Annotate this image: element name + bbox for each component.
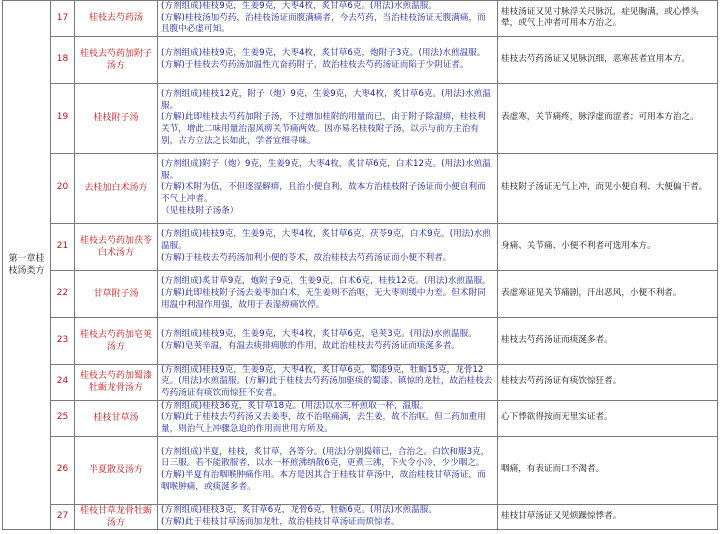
- indication-cell: 桂枝去芍药汤证而痰涎多者。: [498, 317, 718, 364]
- composition-text: (方剂组成)附子（炮）9克，生姜9克，大枣4枚，炙甘草6克，白术12克。(用法)水煎温服。 (方解)术附为伍，不但逐湿解痹，且治小便自利，故本方治桂枝附子汤证而小便自利而不气上冲者。 （见桂枝附子汤条）: [161, 159, 491, 216]
- composition-cell: [158, 317, 498, 364]
- table-row: [3, 436, 718, 504]
- composition-text: (方剂组成)桂枝3克，炙甘草6克，龙骨6克，牡蛎6克。(用法)水煎温服。 (方解)此于桂枝甘草汤而加龙牡，故治桂枝甘草汤证而烦惊者。: [161, 504, 437, 527]
- row-number: 24: [51, 364, 75, 400]
- composition-text: (方剂组成)炙甘草9克，炮附子9克，生姜9克，白术6克，桂枝12克。(用法)水煎温服。 (方解)此即桂枝附子汤去姜枣加白术，无生姜则不治呕，无大枣则缓中力差。但术附同用温中利湿作用强，故用于表湿痹痛饮停。: [161, 276, 491, 310]
- indication-cell: 表虚寒证见关节痛剧，汗出恶风，小便不利者。: [498, 270, 718, 317]
- composition-cell: [158, 436, 498, 504]
- indication-cell: 心下悸欲得按而无里实证者。: [498, 400, 718, 436]
- formula-name: 桂枝去芍药加附子汤方: [75, 36, 158, 83]
- composition-text: (方剂组成)桂枝9克，生姜9克，大枣4枚，炙甘草6克，皂荚3克。(用法)水煎温服。 (方解)皂荚辛温，有温去痰排痈脓的作用，故此治桂枝去芍药汤证而痰涎多者。: [161, 329, 477, 351]
- composition-cell: [158, 504, 498, 529]
- table-row: [3, 317, 718, 364]
- table-row: [3, 504, 718, 529]
- row-number: 18: [51, 36, 75, 83]
- table-row: [3, 270, 718, 317]
- table-row: [3, 364, 718, 400]
- formula-name: 桂枝甘草汤: [75, 400, 158, 436]
- prescription-table: [2, 0, 718, 530]
- composition-text: (方剂组成)桂枝9克，生姜9克，大枣4枚，炙甘草6克，蜀漆9克，牡蛎15克，龙骨12克。(用法)水煎温服。(方解)此于桂枝去芍药汤加驱痰的蜀漆、镇惊的龙牡，故治桂枝去芍药汤证有痰饮而惊狂不安者。: [161, 364, 493, 399]
- indication-cell: 表虚寒，关节痛疼，脉浮虚而涩者；可用本方治之。: [498, 83, 718, 153]
- table-row: [3, 153, 718, 223]
- composition-text: (方剂组成)桂枝12克，附子（炮）9克，生姜9克，大枣4枚，炙甘草6克。(用法)水煎温服。 (方解)此即桂枝去芍药加附子汤，不过增加桂附的用量而已，由于附子除湿痹，桂枝利关节，增此二味用量治湿风痹关节痛两效。因亦易名桂枝附子汤，以示与前方主治有别，古方立法之长如此，学者宜细寻味。: [161, 89, 491, 146]
- table-row: [3, 223, 718, 270]
- formula-name: 甘草附子汤: [75, 270, 158, 317]
- row-number: 25: [51, 400, 75, 436]
- row-number: 22: [51, 270, 75, 317]
- formula-name: 半夏散及汤方: [75, 436, 158, 504]
- formula-name: 桂枝去芍药加蜀漆牡蛎龙骨汤方: [75, 364, 158, 400]
- table-row: [3, 36, 718, 83]
- composition-cell: [158, 270, 498, 317]
- composition-text: (方剂组成)桂枝36克，炙甘草18克。(用法)以水三杯煎取一杯，温服。 (方解)此于桂枝去芍药汤又去姜枣，故不治呕痛满，去生姜，故不治呕。但二药加重用量，则治气上冲骤急迫的作用而世用方所及。: [161, 400, 486, 434]
- row-number: 21: [51, 223, 75, 270]
- row-number: 27: [51, 504, 75, 529]
- indication-cell: 桂枝汤证又见寸脉浮关尺脉沉，症见胸满，或心悸头晕，或气上冲者可用本方治之。: [498, 1, 718, 37]
- table-row: [3, 400, 718, 436]
- indication-cell: 桂枝甘草汤证又见烦躁惊悸者。: [498, 504, 718, 529]
- formula-name: 桂枝去芍药加皂荚汤方: [75, 317, 158, 364]
- indication-cell: 桂枝附子汤证无气上冲，而见小便自利、大便偏干者。: [498, 153, 718, 223]
- formula-name: 去桂加白术汤方: [75, 153, 158, 223]
- table-row: [3, 1, 718, 37]
- row-number: 17: [51, 1, 75, 37]
- composition-cell: [158, 223, 498, 270]
- formula-name: 桂枝去芍药汤: [75, 1, 158, 37]
- indication-cell: 桂枝去芍药汤证又见脉沉细，恶寒甚者宜用本方。: [498, 36, 718, 83]
- composition-text: (方剂组成)半夏，桂枝，炙甘草，各等分。(用法)分别捣筛已，合治之。白饮和服3克，日三服。若不能散服者，以水一杯煎沸纳散6克，更煮三沸，下火令小冷，少少咽之。 (方解)半夏有治咽喉肿痛作用。本方是因其合于桂枝甘草汤中，故治桂枝甘草汤证，而咽喉肿痛，或痰涎多者。: [161, 446, 490, 492]
- row-number: 20: [51, 153, 75, 223]
- row-number: 19: [51, 83, 75, 153]
- chapter-cell: 第一章桂枝汤类方: [3, 1, 51, 530]
- composition-text: (方剂组成)桂枝9克，生姜9克，大枣4枚，炙甘草6克。(用法)水煎温服。 (方解)桂枝汤加芍药，治桂枝汤证而腹满痛者，今去芍药，当治桂枝汤证无腹满痛，而且腹中必虚可知。: [161, 1, 486, 35]
- formula-name: 桂枝甘草龙骨牡蛎汤方: [75, 504, 158, 529]
- composition-cell: [158, 83, 498, 153]
- table-row: [3, 83, 718, 153]
- row-number: 26: [51, 436, 75, 504]
- row-number: 23: [51, 317, 75, 364]
- composition-text: (方剂组成)桂枝9克，生姜9克，大枣4枚，炙甘草6克，茯苓9克，白术9克。(用法)水煎温服。 (方解)于桂枝去芍药汤加利小便的苓术，故治桂枝去芍药汤证而小便不利者。: [161, 229, 491, 263]
- composition-cell: [158, 400, 498, 436]
- formula-name: 桂枝附子汤: [75, 83, 158, 153]
- composition-cell: [158, 1, 498, 37]
- composition-text: (方剂组成)桂枝9克，生姜9克，大枣4枚，炙甘草6克，炮附子3克。(用法)水煎温服。 (方解)于桂枝去芍药汤加温性亢奋药附子，故治桂枝去芍药汤证而陷于少阴证者。: [161, 48, 486, 70]
- indication-cell: 咽痛，有表证而口不渴者。: [498, 436, 718, 504]
- indication-cell: 身痛、关节痛、小便不利者可选用本方。: [498, 223, 718, 270]
- composition-cell: [158, 36, 498, 83]
- composition-cell: [158, 153, 498, 223]
- indication-cell: 桂枝去芍药汤证有痰饮惊狂者。: [498, 364, 718, 400]
- composition-cell: [158, 364, 498, 400]
- formula-name: 桂枝去芍药加茯苓白术汤方: [75, 223, 158, 270]
